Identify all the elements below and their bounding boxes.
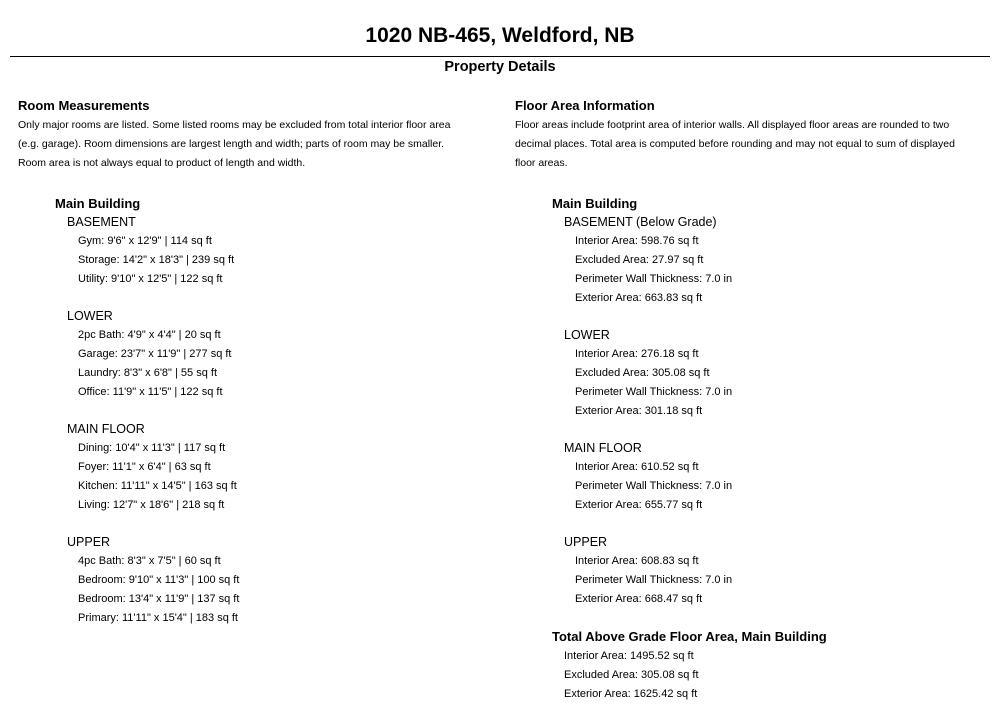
room-item: Foyer: 11'1" x 6'4" | 63 sq ft [78,461,211,473]
area-item: Exterior Area: 668.47 sq ft [575,593,703,605]
area-group-lower [564,326,995,421]
area-item: Exterior Area: 663.83 sq ft [575,292,703,304]
note-line: Floor areas include footprint area of interior walls. All displayed floor areas are rounded to two [515,119,950,131]
total-heading: Total Above Grade Floor Area, Main Building [552,629,827,644]
room-item: Utility: 9'10" x 12'5" | 122 sq ft [78,273,223,285]
area-item: Excluded Area: 27.97 sq ft [575,254,704,266]
floor-name: BASEMENT (Below Grade) [564,215,717,229]
floor-name: MAIN FLOOR [564,441,642,455]
floor-group-basement [67,213,493,289]
floor-area-note [515,116,995,173]
note-line: decimal places. Total area is computed before rounding and may not equal to sum of displayed [515,138,955,150]
room-item: Primary: 11'11" x 15'4" | 183 sq ft [78,612,238,624]
note-line: Room area is not always equal to product of length and width. [18,157,306,169]
room-item: Kitchen: 11'11" x 14'5" | 163 sq ft [78,480,237,492]
building-name: Main Building [552,196,638,211]
floor-area-heading: Floor Area Information [515,98,655,113]
room-item: 4pc Bath: 8'3" x 7'5" | 60 sq ft [78,555,221,567]
floor-area-section [515,98,995,704]
area-item: Perimeter Wall Thickness: 7.0 in [575,480,733,492]
room-item: Gym: 9'6" x 12'9" | 114 sq ft [78,235,212,247]
room-measurements-section [18,98,493,646]
room-item: Dining: 10'4" x 11'3" | 117 sq ft [78,442,226,454]
room-item: Laundry: 8'3" x 6'8" | 55 sq ft [78,367,218,379]
total-item: Excluded Area: 305.08 sq ft [564,669,699,681]
room-item: Living: 12'7" x 18'6" | 218 sq ft [78,499,225,511]
area-group-basement [564,213,995,308]
floor-area-building [552,194,995,609]
floor-name: LOWER [564,328,610,342]
area-item: Perimeter Wall Thickness: 7.0 in [575,386,733,398]
floor-name: LOWER [67,309,113,323]
room-item: Bedroom: 13'4" x 11'9" | 137 sq ft [78,593,240,605]
area-item: Perimeter Wall Thickness: 7.0 in [575,273,733,285]
total-item: Interior Area: 1495.52 sq ft [564,650,694,662]
floor-group-lower [67,307,493,402]
room-measurements-heading: Room Measurements [18,98,150,113]
building-name: Main Building [55,196,141,211]
area-item: Perimeter Wall Thickness: 7.0 in [575,574,733,586]
note-line: floor areas. [515,157,568,169]
note-line: Only major rooms are listed. Some listed rooms may be excluded from total interior floor area [18,119,451,131]
area-item: Interior Area: 276.18 sq ft [575,348,699,360]
area-item: Exterior Area: 301.18 sq ft [575,405,703,417]
room-item: 2pc Bath: 4'9" x 4'4" | 20 sq ft [78,329,221,341]
room-item: Garage: 23'7" x 11'9" | 277 sq ft [78,348,232,360]
room-item: Office: 11'9" x 11'5" | 122 sq ft [78,386,223,398]
room-item: Storage: 14'2" x 18'3" | 239 sq ft [78,254,235,266]
area-item: Exterior Area: 655.77 sq ft [575,499,703,511]
area-group-main-floor [564,439,995,515]
note-line: (e.g. garage). Room dimensions are largest length and width; parts of room may be smaller. [18,138,445,150]
floor-name: BASEMENT [67,215,136,229]
floor-group-upper [67,533,493,628]
room-building [55,194,493,628]
title-divider [10,56,990,57]
page-subtitle: Property Details [444,59,556,75]
area-item: Excluded Area: 305.08 sq ft [575,367,710,379]
room-item: Bedroom: 9'10" x 11'3" | 100 sq ft [78,574,240,586]
area-item: Interior Area: 608.83 sq ft [575,555,699,567]
room-measurements-note [18,116,493,173]
floor-name: UPPER [67,535,111,549]
floor-group-main-floor [67,420,493,515]
area-item: Interior Area: 610.52 sq ft [575,461,699,473]
floor-name: MAIN FLOOR [67,422,145,436]
area-item: Interior Area: 598.76 sq ft [575,235,699,247]
total-item: Exterior Area: 1625.42 sq ft [564,688,698,700]
page-title: 1020 NB-465, Weldford, NB [365,24,635,47]
floor-name: UPPER [564,535,608,549]
total-above-grade [552,627,995,704]
area-group-upper [564,533,995,609]
